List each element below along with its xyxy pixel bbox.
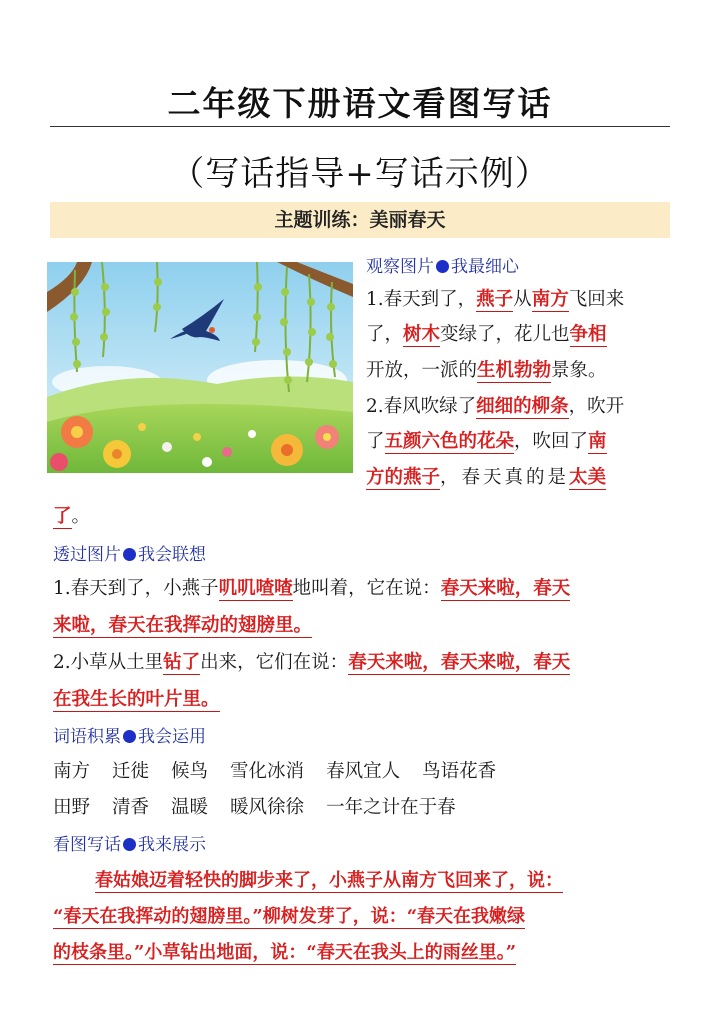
observe-line-4 bbox=[366, 392, 624, 418]
text: 开放，一派的 bbox=[366, 360, 478, 381]
imagine-heading bbox=[53, 540, 206, 565]
vocab-word: 候鸟 bbox=[171, 761, 209, 782]
key-phrase: 南 bbox=[588, 431, 607, 452]
key-phrase: 南方 bbox=[531, 289, 569, 310]
text: 1.春天到了，小燕子 bbox=[53, 578, 219, 599]
text: 变绿了，花儿也 bbox=[440, 324, 570, 345]
theme-banner: 主题训练：美丽春天 bbox=[50, 202, 670, 238]
text: 出来，它们在说： bbox=[200, 652, 349, 673]
show-heading-b: 我来展示 bbox=[138, 835, 206, 855]
show-heading-a: 看图写话 bbox=[53, 835, 121, 855]
show-line-3 bbox=[53, 938, 516, 964]
example-text: 春姑娘迈着轻快的脚步来了，小燕子从南方飞回来了，说： bbox=[95, 870, 563, 891]
text: 地叫着，它在说： bbox=[292, 578, 441, 599]
observe-line-2 bbox=[366, 320, 607, 346]
text: 了 bbox=[366, 431, 385, 452]
key-phrase: 生机勃勃 bbox=[477, 360, 552, 381]
key-phrase: 春天来啦，春天 bbox=[440, 578, 571, 599]
text: 了， bbox=[366, 324, 404, 345]
imagine-line-2 bbox=[53, 611, 312, 637]
key-phrase: 太美 bbox=[569, 467, 607, 488]
observe-heading-a: 观察图片 bbox=[366, 257, 434, 277]
key-phrase: 在我生长的叶片里。 bbox=[53, 689, 220, 710]
imagine-heading-a: 透过图片 bbox=[53, 545, 121, 565]
key-phrase: 五颜六色的花朵 bbox=[384, 431, 515, 452]
observe-heading-b: 我最细心 bbox=[451, 257, 519, 277]
bullet-dot-icon bbox=[123, 730, 136, 743]
observe-heading bbox=[366, 252, 519, 277]
key-phrase: 了 bbox=[53, 506, 72, 527]
example-text: “春天在我挥动的翅膀里。”柳树发芽了，说：“春天在我嫩绿 bbox=[53, 906, 526, 927]
vocab-word: 春风宜人 bbox=[326, 761, 401, 782]
page-title: 二年级下册语文看图写话 bbox=[167, 84, 553, 123]
example-text: 的枝条里。”小草钻出地面，说：“春天在我头上的雨丝里。” bbox=[53, 942, 517, 963]
observe-line-6 bbox=[366, 463, 606, 489]
observe-line-7 bbox=[53, 502, 90, 528]
page-subtitle: （写话指导+写话示例） bbox=[170, 154, 550, 194]
imagine-line-4 bbox=[53, 685, 220, 711]
imagine-line-3 bbox=[53, 648, 570, 674]
text: ，吹回了 bbox=[514, 431, 589, 452]
vocab-heading-a: 词语积累 bbox=[53, 727, 121, 747]
key-phrase: 来啦，春天在我挥动的翅膀里。 bbox=[53, 615, 313, 636]
show-line-2 bbox=[53, 902, 525, 928]
imagine-line-1 bbox=[53, 574, 570, 600]
text: 从 bbox=[513, 289, 532, 310]
vocab-heading bbox=[53, 722, 206, 747]
text: 2.小草从土里 bbox=[53, 652, 164, 673]
text: 飞回来 bbox=[568, 289, 625, 310]
key-phrase: 叽叽喳喳 bbox=[218, 578, 293, 599]
vocab-word: 温暖 bbox=[171, 797, 209, 818]
text: ，春天真的是 bbox=[440, 467, 570, 488]
bullet-dot-icon bbox=[123, 548, 136, 561]
bullet-dot-icon bbox=[123, 838, 136, 851]
key-phrase: 方的燕子 bbox=[366, 467, 441, 488]
observe-line-3 bbox=[366, 356, 607, 382]
spring-illustration bbox=[47, 262, 353, 473]
key-phrase: 细细的柳条 bbox=[476, 396, 569, 417]
observe-line-5 bbox=[366, 427, 607, 453]
show-line-1 bbox=[95, 866, 563, 892]
text: 2.春风吹绿了 bbox=[366, 396, 477, 417]
key-phrase: 树木 bbox=[403, 324, 441, 345]
imagine-heading-b: 我会联想 bbox=[138, 545, 206, 565]
vocab-row-1 bbox=[53, 757, 518, 783]
vocab-word: 清香 bbox=[112, 797, 150, 818]
key-phrase: 争相 bbox=[569, 324, 607, 345]
vocab-word: 暖风徐徐 bbox=[230, 797, 305, 818]
vocab-word: 南方 bbox=[53, 761, 91, 782]
text: ，吹开 bbox=[568, 396, 625, 417]
title-divider bbox=[50, 126, 670, 127]
observe-line-1 bbox=[366, 285, 624, 311]
vocab-row-2 bbox=[53, 793, 478, 819]
vocab-word: 鸟语花香 bbox=[422, 761, 497, 782]
vocab-heading-b: 我会运用 bbox=[138, 727, 206, 747]
key-phrase: 钻了 bbox=[163, 652, 201, 673]
vocab-word: 田野 bbox=[53, 797, 91, 818]
text: 景象。 bbox=[551, 360, 607, 381]
key-phrase: 春天来啦，春天来啦，春天 bbox=[348, 652, 571, 673]
vocab-word: 雪化冰消 bbox=[230, 761, 305, 782]
key-phrase: 燕子 bbox=[476, 289, 514, 310]
vocab-word: 一年之计在于春 bbox=[326, 797, 456, 818]
text: 1.春天到了， bbox=[366, 289, 477, 310]
vocab-word: 迁徙 bbox=[112, 761, 150, 782]
text: 。 bbox=[71, 506, 91, 527]
show-heading bbox=[53, 830, 206, 855]
bullet-dot-icon bbox=[436, 260, 449, 273]
